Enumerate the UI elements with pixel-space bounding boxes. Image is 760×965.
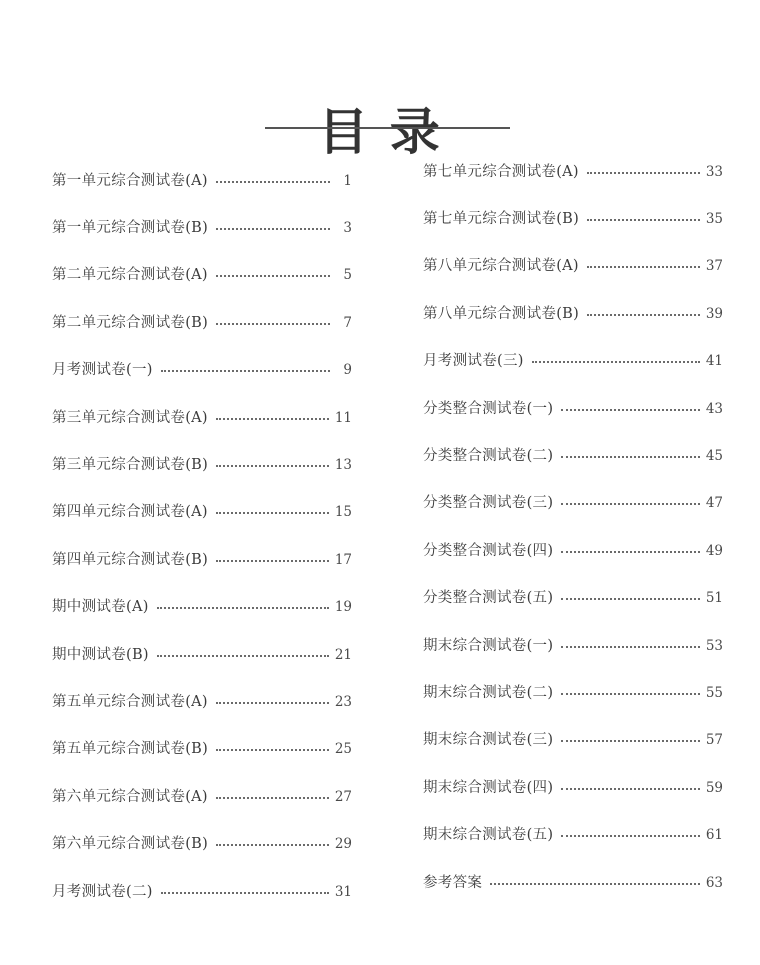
toc-entry-title: 期中测试卷(A) [52,599,149,616]
toc-page-number: 9 [343,362,352,379]
toc-entry-title: 月考测试卷(二) [52,883,153,900]
toc-page-number: 25 [334,741,352,758]
toc-entry[interactable] [423,195,723,242]
toc-column-left [52,157,352,915]
toc-entry[interactable] [423,243,723,290]
toc-page-number: 7 [343,314,352,331]
toc-page-number: 19 [334,599,352,616]
dot-leader [587,219,700,221]
toc-page-number: 1 [343,172,352,189]
toc-column-right [423,148,723,906]
toc-entry-title: 期末综合测试卷(三) [423,732,554,749]
toc-entry-title: 月考测试卷(三) [423,353,524,370]
toc-entry-title: 分类整合测试卷(五) [423,590,554,607]
toc-entry[interactable] [423,290,723,337]
dot-leader [532,361,700,363]
toc-entry-title: 分类整合测试卷(三) [423,495,554,512]
toc-entry-title: 第六单元综合测试卷(B) [52,836,209,853]
toc-page-number: 45 [705,448,723,465]
dot-leader [216,560,329,562]
dot-leader [157,607,329,609]
toc-entry[interactable] [423,385,723,432]
dot-leader [561,788,699,790]
dot-leader [216,181,330,183]
toc-page-number: 33 [705,163,723,180]
toc-entry[interactable] [423,764,723,811]
toc-entry[interactable] [52,678,352,725]
toc-entry[interactable] [52,868,352,915]
toc-page-number: 49 [705,542,723,559]
toc-entry[interactable] [423,480,723,527]
dot-leader [561,598,699,600]
dot-leader [587,266,700,268]
toc-entry[interactable] [423,811,723,858]
toc-entry[interactable] [52,157,352,204]
toc-page-number: 37 [705,258,723,275]
toc-entry-title: 参考答案 [423,874,483,891]
toc-page-number: 15 [334,504,352,521]
toc-entry-title: 第七单元综合测试卷(B) [423,211,580,228]
toc-page-number: 21 [334,646,352,663]
dot-leader [216,844,329,846]
title-underline [265,127,510,129]
dot-leader [216,797,329,799]
toc-entry[interactable] [52,299,352,346]
toc-page-number: 55 [705,684,723,701]
toc-entry-title: 期末综合测试卷(五) [423,827,554,844]
toc-entry-title: 第四单元综合测试卷(A) [52,504,208,521]
toc-entry-title: 第一单元综合测试卷(B) [52,220,209,237]
dot-leader [561,835,699,837]
dot-leader [490,883,700,885]
toc-page-number: 31 [334,883,352,900]
dot-leader [561,646,699,648]
toc-entry-title: 分类整合测试卷(一) [423,400,554,417]
toc-entry[interactable] [423,432,723,479]
toc-entry-title: 第八单元综合测试卷(A) [423,258,579,275]
toc-entry-title: 第二单元综合测试卷(B) [52,314,209,331]
toc-entry[interactable] [52,394,352,441]
toc-entry[interactable] [52,441,352,488]
toc-page-number: 53 [705,637,723,654]
toc-entry[interactable] [423,622,723,669]
toc-page-number: 35 [705,211,723,228]
toc-entry-title: 第七单元综合测试卷(A) [423,163,579,180]
toc-page-number: 29 [334,836,352,853]
toc-page-number: 51 [705,590,723,607]
toc-entry-title: 期末综合测试卷(四) [423,779,554,796]
toc-entry[interactable] [423,527,723,574]
dot-leader [216,512,329,514]
toc-entry-title: 期中测试卷(B) [52,646,149,663]
toc-entry[interactable] [52,204,352,251]
toc-entry-title: 第二单元综合测试卷(A) [52,267,208,284]
dot-leader [216,323,330,325]
dot-leader [157,655,329,657]
dot-leader [587,172,700,174]
toc-entry-title: 月考测试卷(一) [52,362,153,379]
toc-entry[interactable] [52,820,352,867]
toc-page-number: 27 [334,788,352,805]
toc-entry-title: 第一单元综合测试卷(A) [52,172,208,189]
toc-entry-title: 第三单元综合测试卷(A) [52,409,208,426]
toc-entry[interactable] [52,584,352,631]
toc-page-number: 63 [705,874,723,891]
dot-leader [216,418,329,420]
toc-page-number: 5 [343,267,352,284]
toc-entry-title: 第三单元综合测试卷(B) [52,457,209,474]
dot-leader [561,456,699,458]
toc-entry-title: 第六单元综合测试卷(A) [52,788,208,805]
toc-entry-title: 分类整合测试卷(二) [423,448,554,465]
toc-page-number: 13 [334,457,352,474]
toc-entry[interactable] [52,347,352,394]
toc-page-number: 17 [334,551,352,568]
toc-page-number: 39 [705,305,723,322]
dot-leader [216,465,329,467]
toc-entry-title: 第八单元综合测试卷(B) [423,305,580,322]
toc-page-number: 41 [705,353,723,370]
dot-leader [216,749,329,751]
dot-leader [561,740,699,742]
toc-entry-title: 第四单元综合测试卷(B) [52,551,209,568]
dot-leader [587,314,700,316]
toc-entry[interactable] [52,536,352,583]
dot-leader [561,503,699,505]
dot-leader [216,228,330,230]
page-title: 目 录 [318,101,442,161]
toc-entry-title: 第五单元综合测试卷(B) [52,741,209,758]
toc-page-number: 43 [705,400,723,417]
toc-page-number: 61 [705,827,723,844]
toc-entry[interactable] [52,489,352,536]
toc-page-number: 23 [334,693,352,710]
toc-entry[interactable] [52,631,352,678]
toc-entry-title: 分类整合测试卷(四) [423,542,554,559]
toc-entry[interactable] [423,859,723,906]
dot-leader [216,702,329,704]
dot-leader [561,693,699,695]
toc-entry[interactable] [423,575,723,622]
dot-leader [161,892,329,894]
toc-entry[interactable] [423,669,723,716]
toc-entry[interactable] [52,726,352,773]
toc-page-number: 11 [334,409,352,426]
toc-entry-title: 期末综合测试卷(一) [423,637,554,654]
dot-leader [161,370,330,372]
toc-entry[interactable] [423,148,723,195]
toc-entry[interactable] [423,338,723,385]
dot-leader [561,409,699,411]
toc-entry-title: 期末综合测试卷(二) [423,684,554,701]
toc-entry[interactable] [52,252,352,299]
dot-leader [216,275,330,277]
toc-entry-title: 第五单元综合测试卷(A) [52,693,208,710]
toc-entry[interactable] [423,717,723,764]
toc-page-number: 47 [705,495,723,512]
toc-page-number: 57 [705,732,723,749]
toc-page-number: 59 [705,779,723,796]
toc-page-number: 3 [343,220,352,237]
dot-leader [561,551,699,553]
toc-entry[interactable] [52,773,352,820]
